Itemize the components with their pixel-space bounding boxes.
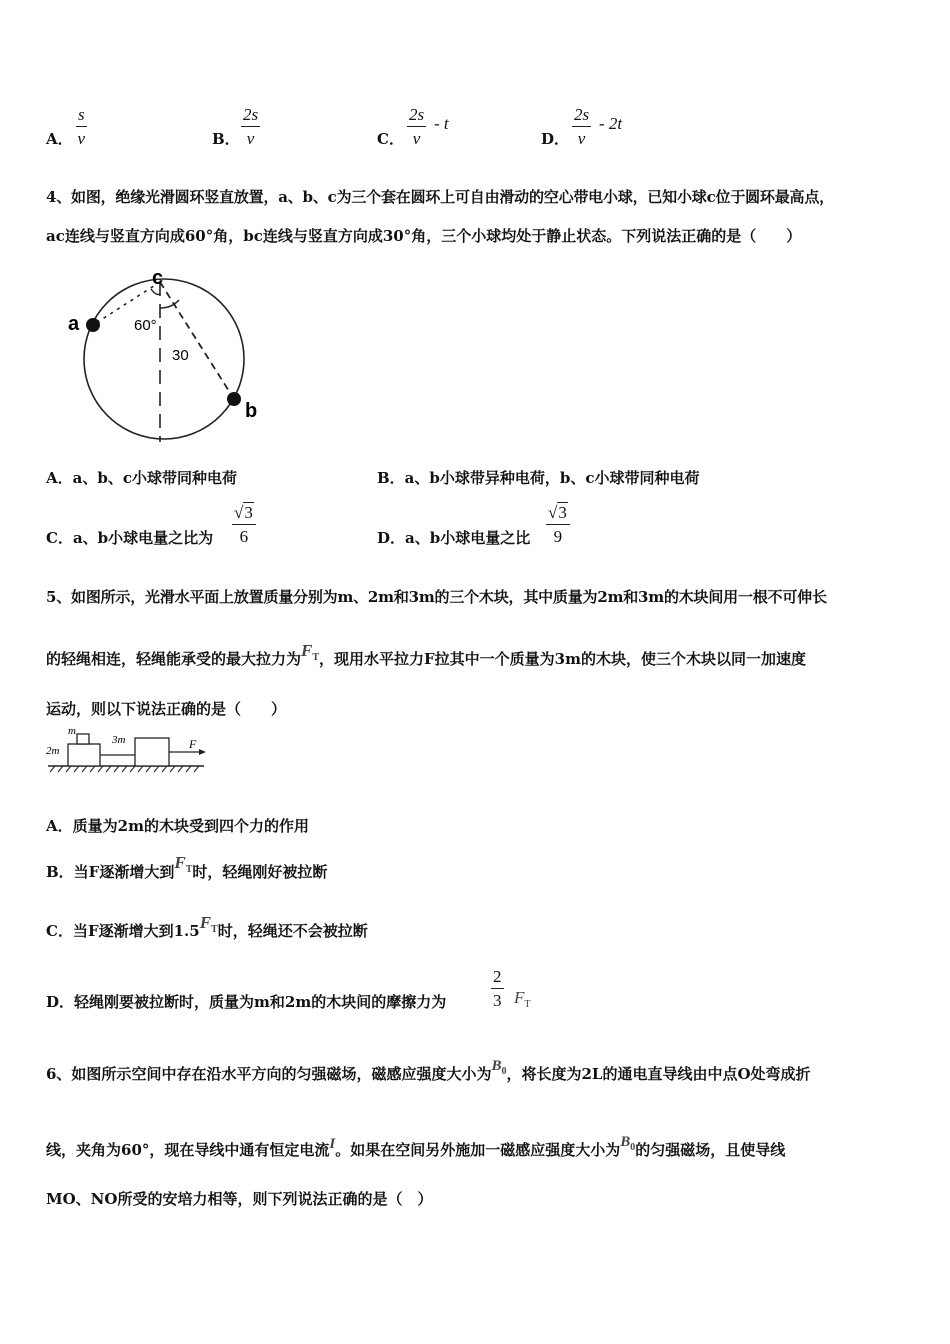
q4-circle-figure	[60, 268, 280, 448]
q6-stem-line3: MO、NO所受的安培力相等，则下列说法正确的是（ ）	[46, 1190, 433, 1208]
q6-stem-line2: 线，夹角为60°，现在导线中通有恒定电流I。如果在空间另外施加一磁感应强度大小为$B_0$的匀强磁场，且使导线	[46, 1134, 786, 1159]
ball-a	[86, 318, 100, 332]
q4-option-a: A．a、b、c小球带同种电荷	[46, 469, 237, 487]
q3-option-c-label: C．	[377, 130, 404, 148]
label-c: c	[152, 268, 164, 289]
q5-stem-line3: 运动，则以下说法正确的是（ ）	[46, 700, 287, 718]
label-b: b	[245, 400, 258, 422]
q5-option-d: D．轻绳刚要被拉断时，质量为m和2m的木块间的摩擦力为	[46, 993, 447, 1011]
bc-dashed-line	[160, 282, 234, 399]
q4-option-b: B．a、b小球带异种电荷，b、c小球带同种电荷	[377, 469, 700, 487]
angle-60-arc	[151, 289, 160, 294]
ft-symbol: $F_T$	[301, 641, 320, 663]
q5-option-a: A．质量为2m的木块受到四个力的作用	[46, 817, 309, 835]
i-symbol: I	[329, 1136, 336, 1152]
ft-symbol-b: $F_T$	[174, 853, 193, 875]
q5-stem-line2: 的轻绳相连，轻绳能承受的最大拉力为$F_T$，现用水平拉力F拉其中一个质量为3m的木块，使三个木块以同一加速度	[46, 641, 806, 668]
ground-hatching	[50, 766, 199, 772]
q5-stem-line1: 5、如图所示，光滑水平面上放置质量分别为m、2m和3m的三个木块，其中质量为2m和3m的木块间用一根不可伸长	[46, 588, 827, 606]
b0-symbol-2: $B_0$	[620, 1134, 636, 1153]
label-30: 30	[172, 347, 189, 364]
ring-circle	[84, 279, 244, 439]
ft-symbol-d: $F_T$	[514, 988, 531, 1010]
q3-option-b-fraction: $\frac{2s}{v}$	[243, 105, 259, 148]
q3-option-a-label: A．	[46, 130, 73, 148]
label-f: F	[189, 737, 197, 751]
q4-option-d-text: D．a、b小球电量之比	[377, 529, 531, 547]
q3-option-d-tail: - 2t	[599, 114, 623, 133]
block-3m	[135, 738, 169, 766]
q4-option-c-fraction: $\frac{√3}{6}$	[232, 504, 256, 545]
ball-b	[227, 392, 241, 406]
label-3m: 3m	[112, 734, 126, 746]
q6-stem-line1: 6、如图所示空间中存在沿水平方向的匀强磁场，磁感应强度大小为$B_0$，将长度为2L的通电直导线由中点O处弯成折	[46, 1058, 811, 1083]
label-a: a	[68, 313, 80, 335]
q4-stem-line1: 4、如图，绝缘光滑圆环竖直放置，a、b、c为三个套在圆环上可自由滑动的空心带电小球，已知小球c位于圆环最高点，	[46, 188, 834, 206]
block-m	[77, 734, 89, 744]
q3-option-a-fraction: $\frac{s}{v}$	[77, 105, 86, 148]
q3-option-c-tail: - t	[434, 114, 449, 133]
q4-stem-line2: ac连线与竖直方向成60°角，bc连线与竖直方向成30°角，三个小球均处于静止状态。下列说法正确的是（ ）	[46, 227, 802, 245]
ft-symbol-c: $F_T$	[199, 913, 218, 935]
q4-option-c-text: C．a、b小球电量之比为	[46, 529, 214, 547]
label-m: m	[68, 725, 76, 737]
label-60: 60°	[134, 317, 157, 334]
label-2m: 2m	[46, 745, 60, 757]
q3-option-c-fraction: $\frac{2s}{v}$	[409, 105, 425, 148]
q5-option-b: B．当F逐渐增大到$F_T$时，轻绳刚好被拉断	[46, 853, 328, 881]
q4-option-d-fraction: $\frac{√3}{9}$	[546, 504, 570, 545]
block-2m	[68, 744, 100, 766]
q3-option-b-label: B．	[212, 130, 240, 148]
q3-option-d-label: D．	[541, 130, 570, 148]
q5-option-d-fraction: $\frac{2}{3}$	[493, 967, 502, 1010]
q5-blocks-figure	[46, 724, 216, 776]
b0-symbol: $B_0$	[491, 1058, 507, 1077]
force-arrow-head	[199, 749, 206, 755]
q3-option-d-fraction: $\frac{2s}{v}$	[574, 105, 590, 148]
q5-option-c: C．当F逐渐增大到$1.5F_T$时，轻绳还不会被拉断	[46, 913, 368, 940]
